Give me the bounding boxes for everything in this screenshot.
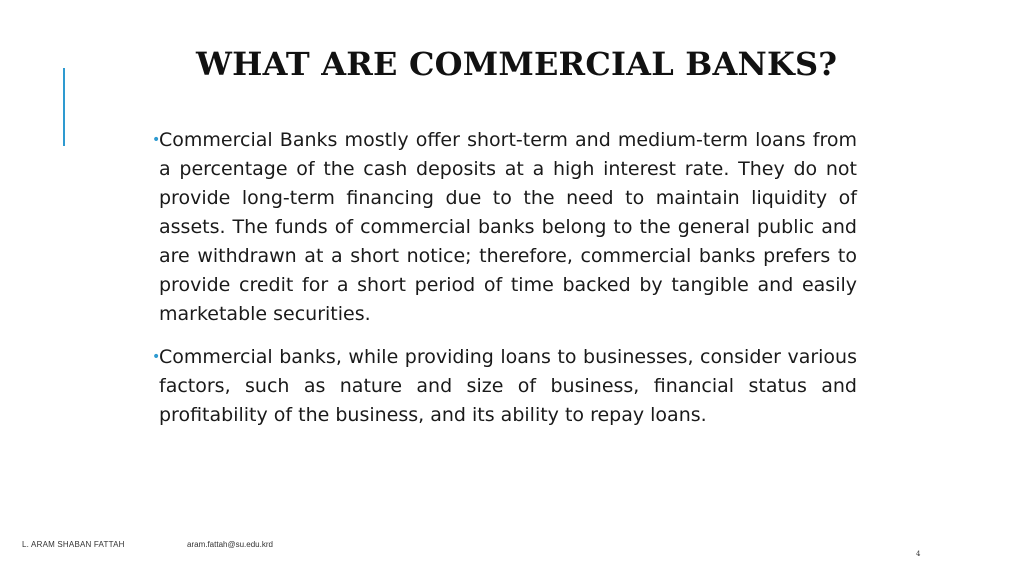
accent-bar [63, 68, 65, 146]
bullet-list [150, 126, 857, 444]
page-number: 4 [916, 550, 921, 558]
bullet-item [150, 343, 857, 430]
footer-email: aram.fattah@su.edu.krd [187, 540, 273, 549]
bullet-dot-icon: • [152, 132, 161, 148]
slide-title: WHAT ARE COMMERCIAL BANKS? [196, 45, 838, 83]
bullet-text: Commercial banks, while providing loans to businesses, consider various factors, such as nature and size of business, financial status and profitability of the business, and its ability to repay loans. [159, 346, 857, 426]
footer-author: L. ARAM SHABAN FATTAH [22, 540, 125, 549]
bullet-item [150, 126, 857, 329]
bullet-dot-icon: • [152, 349, 161, 365]
bullet-text: Commercial Banks mostly offer short-term and medium-term loans from a percentage of the cash deposits at a high interest rate. They do not provide long-term financing due to the need to maintain liquidity of assets. The funds of commercial banks belong to the general public and are withdrawn at a short notice; therefore, commercial banks prefers to provide credit for a short period of time backed by tangible and easily marketable securities. [159, 129, 857, 325]
